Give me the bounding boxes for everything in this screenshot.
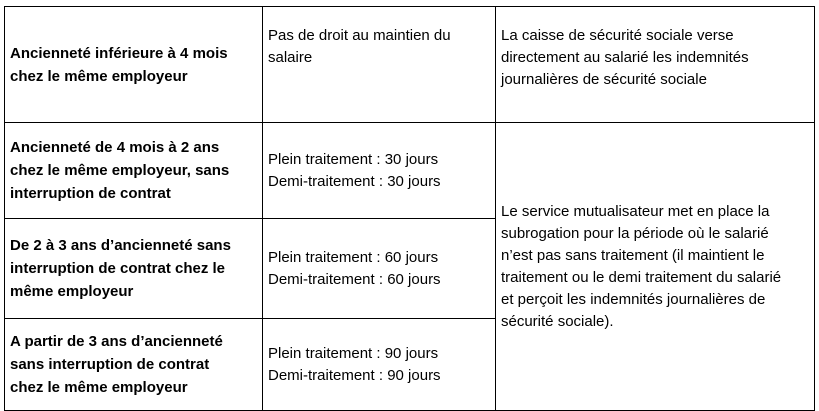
cell-text-line: chez le même employeur, sans — [10, 162, 230, 179]
cell-text-line: Plein traitement : 60 jours — [268, 248, 439, 266]
cell-text-line: sécurité sociale). — [501, 312, 614, 330]
subrogation-note-cell — [496, 123, 815, 411]
cell-text-line: Demi-traitement : 60 jours — [268, 270, 441, 288]
seniority-condition-cell — [5, 7, 263, 123]
cell-text-line: directement au salarié les indemnités — [501, 49, 749, 66]
seniority-condition-cell — [5, 123, 263, 219]
seniority-pay-table — [4, 6, 815, 411]
cell-text-line: sans interruption de contrat — [10, 356, 210, 373]
cell-text-line: Ancienneté inférieure à 4 mois — [10, 44, 228, 62]
seniority-condition-cell — [5, 319, 263, 411]
cell-text-line: subrogation pour la période où le salarié — [501, 224, 769, 242]
table-row — [5, 123, 815, 219]
cell-text-line: A partir de 3 ans d’ancienneté — [10, 333, 223, 350]
cell-text-line: Demi-traitement : 30 jours — [268, 172, 441, 190]
cell-text-line: n’est pas sans traitement (il maintient le — [501, 246, 765, 264]
cell-text-line: chez le même employeur — [10, 379, 188, 396]
cell-text-line: et perçoit les indemnités journalières de — [501, 290, 766, 308]
cell-text-line: Plein traitement : 30 jours — [268, 150, 439, 168]
cell-text-line: interruption de contrat — [10, 185, 171, 202]
cell-text-line: Ancienneté de 4 mois à 2 ans — [10, 139, 220, 156]
cell-text-line: salaire — [268, 49, 313, 66]
cell-text-line: interruption de contrat chez le — [10, 260, 226, 277]
salary-treatment-cell — [263, 7, 496, 123]
direct-payment-note-cell — [496, 7, 815, 123]
cell-text-line: Pas de droit au maintien du — [268, 27, 451, 44]
salary-treatment-cell — [263, 319, 496, 411]
cell-text-line: chez le même employeur — [10, 67, 188, 85]
cell-text-line: Le service mutualisateur met en place la — [501, 202, 770, 220]
salary-treatment-cell — [263, 123, 496, 219]
cell-text-line: même employeur — [10, 283, 134, 300]
cell-text-line: Plein traitement : 90 jours — [268, 344, 439, 362]
table-row — [5, 7, 815, 123]
salary-treatment-cell — [263, 219, 496, 319]
cell-text-line: De 2 à 3 ans d’ancienneté sans — [10, 237, 231, 254]
cell-text-line: traitement ou le demi traitement du salarié — [501, 268, 782, 286]
cell-text-line: journalières de sécurité sociale — [501, 71, 707, 88]
cell-text-line: La caisse de sécurité sociale verse — [501, 27, 734, 44]
cell-text-line: Demi-traitement : 90 jours — [268, 366, 441, 384]
seniority-condition-cell — [5, 219, 263, 319]
